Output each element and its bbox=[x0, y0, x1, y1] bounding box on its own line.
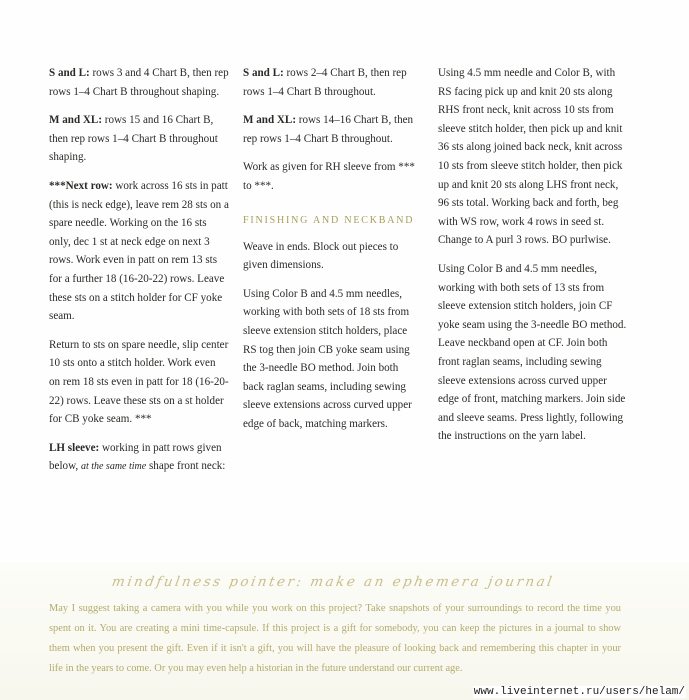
size-label: M and XL: bbox=[243, 114, 297, 127]
mindfulness-title: mindfulness pointer: make an ephemera journal bbox=[110, 574, 556, 590]
pattern-column-1 bbox=[49, 64, 229, 487]
instruction-return-to-sts: Return to sts on spare needle, slip center 10 sts onto a stitch holder. Work even on rem 18 sts even in patt for 18 (16-20-22) rows. Leave these sts on a st holder for CB yoke seam. *** bbox=[49, 338, 229, 426]
instruction-m-and-xl bbox=[49, 111, 229, 167]
instruction-text: rows 14–16 Chart B, then rep rows 1–4 Chart B throughout. bbox=[243, 114, 414, 145]
instruction-weave-in-ends: Weave in ends. Block out pieces to given dimensions. bbox=[243, 240, 399, 272]
watermark-url: www.liveinternet.ru/users/helam/ bbox=[473, 686, 685, 698]
instruction-text: work across 16 sts in patt (this is neck edge), leave rem 28 sts on a spare needle. Working on the 16 sts only, dec 1 st at neck edge on next 3 rows. Work even in patt on rem 13 sts for a further 18 (16-20-22) rows. Leave these sts on a stitch holder for CF yoke seam. bbox=[49, 179, 229, 323]
instruction-text: rows 3 and 4 Chart B, then rep rows 1–4 Chart B throughout shaping. bbox=[49, 67, 229, 98]
instruction-work-as-given: Work as given for RH sleeve from *** to ***. bbox=[243, 161, 415, 192]
instruction-text: shape front neck: bbox=[146, 460, 226, 473]
instruction-next-row bbox=[49, 177, 229, 326]
instruction-text: working in patt rows given below, bbox=[49, 441, 222, 473]
instruction-text: rows 15 and 16 Chart B, then rep rows 1–4 Chart B throughout shaping. bbox=[49, 114, 218, 164]
pattern-column-2 bbox=[243, 64, 421, 444]
instruction-join-cf-yoke: Using Color B and 4.5 mm needles, working with both sets of 13 sts from sleeve extension stitch holders, join CF yoke seam using the 3-needle BO method. Leave neckband open at CF. Join both front raglan seams, including sewing sleeve extensions across curved upper edge of front, matching markers. Join side and sleeve seams. Press lightly, following the instructions on the yarn label. bbox=[438, 262, 627, 443]
mindfulness-body: May I suggest taking a camera with you while you work on this project? Take snapshots of your surroundings to record the time you spent on it. You are creating a mini time-capsule. If this project is a gift for somebody, you can keep the pictures in a journal to show them when you present the gift. Even if it isn't a gift, you will have the pleasure of looking back and remembering this chapter in your life in the years to come. Or you may even help a historian in the future understand our current age. bbox=[49, 603, 621, 674]
emphasis-text: at the same time bbox=[80, 461, 147, 473]
step-label: ***Next row: bbox=[49, 179, 113, 192]
instruction-lh-sleeve bbox=[49, 439, 229, 477]
instruction-text: rows 2–4 Chart B, then rep rows 1–4 Chart B throughout. bbox=[243, 67, 407, 98]
instruction-s-and-l bbox=[243, 64, 421, 101]
section-heading-finishing: FINISHING AND NECKBAND bbox=[243, 214, 415, 226]
size-label: M and XL: bbox=[49, 114, 103, 127]
instruction-neckband: Using 4.5 mm needle and Color B, with RS facing pick up and knit 20 sts along RHS front neck, knit across 10 sts from sleeve stitch holder, then pick up and knit 36 sts along joined back neck, knit across 10 sts from sleeve stitch holder, then pick up and knit 20 sts along LHS front neck, 96 sts total. Working back and forth, beg with WS row, work 4 rows in seed st. Change to A purl 3 rows. BO purlwise. bbox=[438, 67, 623, 247]
size-label: S and L: bbox=[243, 67, 284, 79]
instruction-s-and-l bbox=[49, 64, 229, 101]
instruction-join-cb-yoke: Using Color B and 4.5 mm needles, working with both sets of 18 sts from sleeve extension stitch holders, place RS tog then join CB yoke seam using the 3-needle BO method. Join both back raglan seams, including sewing sleeve extensions across curved upper edge of back, matching markers. bbox=[243, 287, 412, 430]
size-label: S and L: bbox=[49, 67, 90, 79]
step-label: LH sleeve: bbox=[49, 441, 100, 454]
pattern-column-3 bbox=[438, 64, 628, 456]
instruction-m-and-xl bbox=[243, 111, 421, 148]
